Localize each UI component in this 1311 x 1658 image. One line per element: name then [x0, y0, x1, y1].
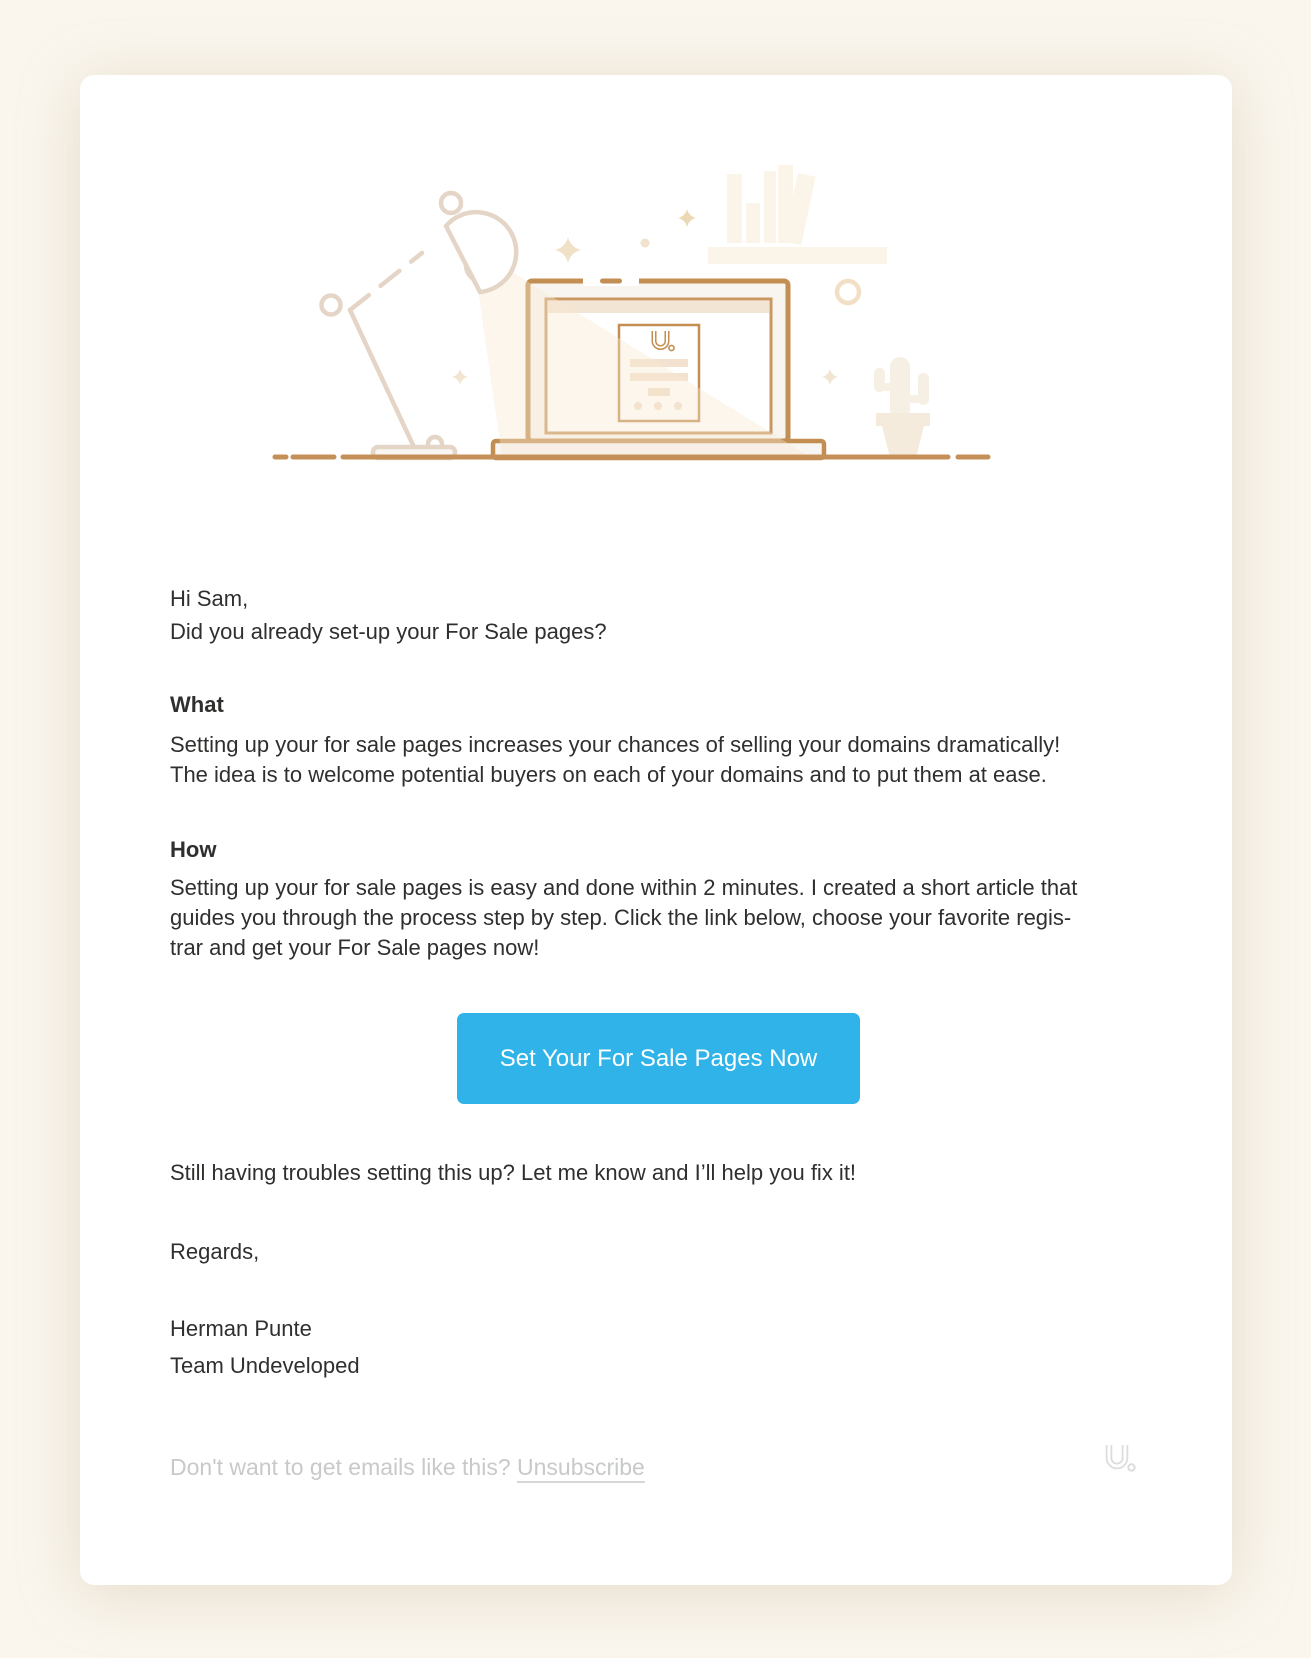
- signature-team: Team Undeveloped: [170, 1353, 360, 1378]
- paragraph-line: guides you through the process step by step. Click the link below, choose your favorite regis-: [170, 905, 1072, 930]
- paragraph-line: Setting up your for sale pages is easy and done within 2 minutes. I created a short article that: [170, 875, 1078, 900]
- hero-illustration: [250, 155, 1010, 465]
- email-card: [80, 75, 1232, 1585]
- intro-text: Did you already set-up your For Sale pages?: [170, 619, 607, 644]
- cactus-illustration: [874, 357, 930, 458]
- signature-block: [170, 1310, 360, 1384]
- closing-text: Still having troubles setting this up? Let me know and I’ll help you fix it!: [170, 1160, 857, 1185]
- section-heading-how: How: [170, 837, 217, 862]
- signature-name: Herman Punte: [170, 1316, 312, 1341]
- section-how-paragraph: [170, 873, 1077, 963]
- unsubscribe-link[interactable]: Unsubscribe: [517, 1454, 645, 1480]
- cta-button-label: Set Your For Sale Pages Now: [499, 1044, 818, 1072]
- undeveloped-logo-icon: [1103, 1442, 1139, 1474]
- cta-button[interactable]: [457, 1013, 860, 1104]
- circle-decoration: [837, 281, 859, 303]
- footer-text: [170, 1452, 645, 1482]
- section-what-paragraph: [170, 730, 1060, 790]
- paragraph-line: trar and get your For Sale pages now!: [170, 935, 540, 960]
- paragraph-line: The idea is to welcome potential buyers on each of your domains and to put them at ease.: [170, 762, 1047, 787]
- greeting-text: Hi Sam,: [170, 586, 249, 611]
- regards-text: Regards,: [170, 1239, 260, 1264]
- paragraph-line: Setting up your for sale pages increases your chances of selling your domains dramatically!: [170, 732, 1061, 757]
- bookshelf-illustration: [708, 165, 887, 264]
- section-heading-what: What: [170, 692, 224, 717]
- greeting-block: [170, 582, 607, 648]
- footer-question: Don't want to get emails like this?: [170, 1454, 517, 1480]
